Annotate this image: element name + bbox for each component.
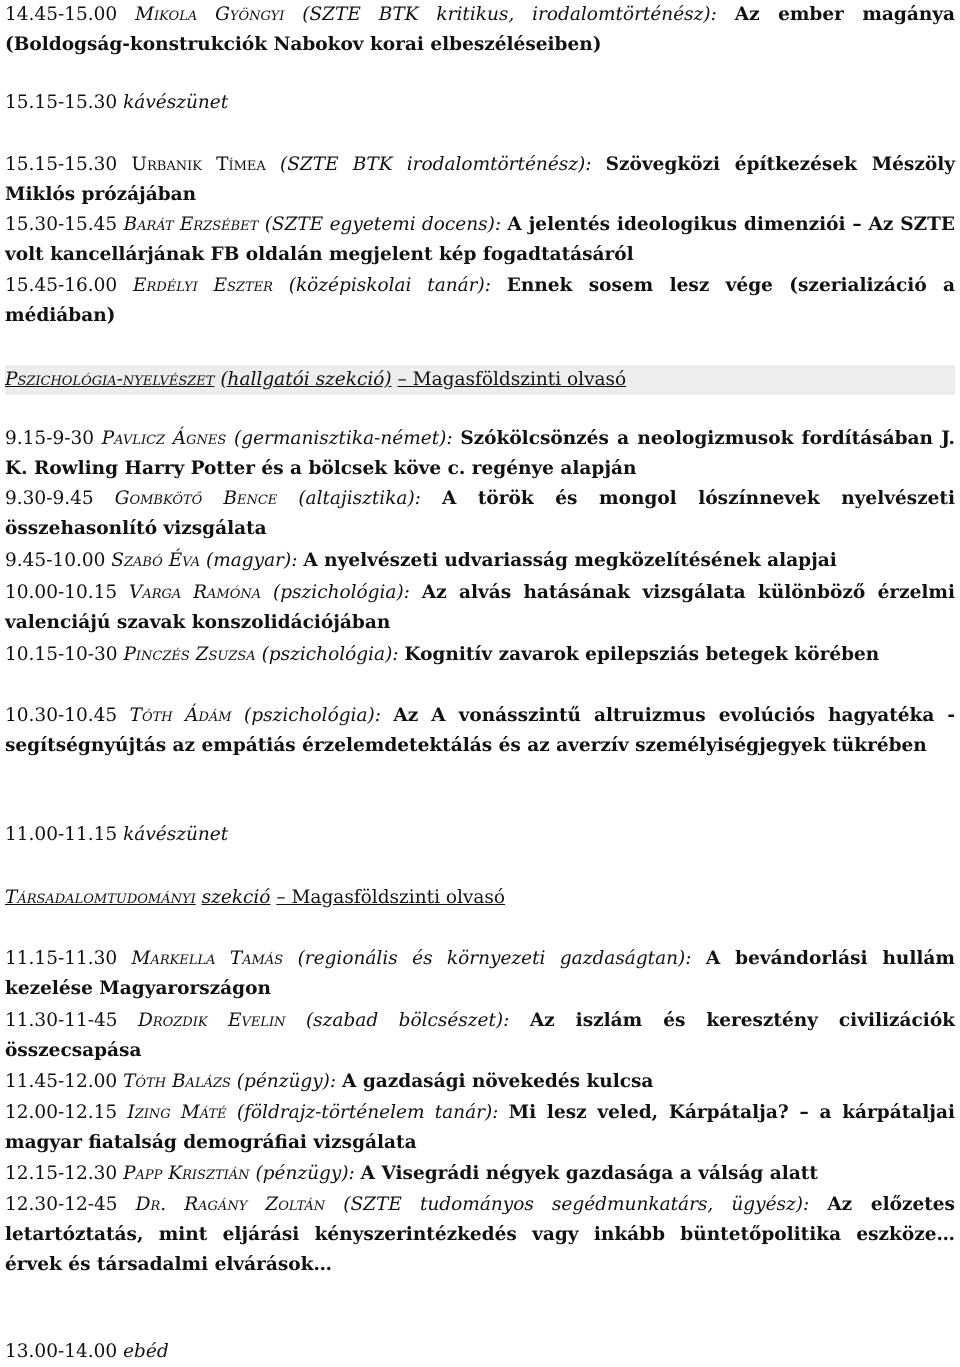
program-entry [5, 640, 955, 670]
program-entry [5, 271, 955, 331]
section-name: Pszichológia-nyelvészet [5, 369, 215, 390]
speaker-affiliation: (SZTE BTK irodalomtörténész): [280, 154, 592, 175]
talk-title: A nyelvészeti udvariasság megközelítésének alapjai [303, 550, 837, 571]
talk-title: Az ember magánya (Boldogság-konstrukciók Nabokov korai elbeszéléseiben) [5, 4, 956, 55]
speaker-name: Szabó Éva [111, 550, 201, 571]
program-entry [5, 1098, 955, 1158]
speaker-affiliation: (altajisztika): [298, 488, 421, 509]
talk-title: Kognitív zavarok epilepsziás betegek körében [404, 644, 880, 665]
speaker-name: Pavlicz Ágnes [101, 428, 227, 449]
section-room: – Magasföldszinti olvasó [397, 369, 627, 390]
entry-time: 12.15-12.30 [5, 1163, 118, 1184]
entry-time: 10.30-10.45 [5, 705, 118, 726]
program-entry [5, 150, 955, 210]
speaker-name: Drozdik Evelin [137, 1010, 286, 1031]
section-type: szekció [201, 887, 271, 908]
break-label: kávészünet [123, 92, 229, 113]
entry-time: 12.30-12-45 [5, 1194, 118, 1215]
entry-time: 15.30-15.45 [5, 214, 118, 235]
speaker-name: Papp Krisztián [123, 1163, 250, 1184]
entry-time: 11.00-11.15 [5, 824, 118, 845]
talk-title: Szövegközi építkezések Mészöly Miklós prózájában [5, 154, 955, 205]
section-heading-psychology-linguistics [5, 365, 955, 395]
speaker-name: Tóth Balázs [123, 1071, 231, 1092]
program-entry [5, 1067, 955, 1097]
program-entry [5, 484, 955, 544]
speaker-name: Erdélyi Eszter [133, 275, 273, 296]
section-type: (hallgatói szekció) [220, 369, 392, 390]
speaker-name: Pinczés Zsuzsa [123, 644, 256, 665]
entry-time: 9.45-10.00 [5, 550, 106, 571]
speaker-affiliation: (pszichológia): [261, 644, 399, 665]
entry-time: 15.15-15.30 [5, 154, 118, 175]
talk-title: A bevándorlási hullám kezelése Magyarországon [5, 948, 955, 999]
entry-time: 11.45-12.00 [5, 1071, 118, 1092]
speaker-name: Barát Erzsébet [123, 214, 259, 235]
speaker-affiliation: (SZTE tudományos segédmunkatárs, ügyész): [343, 1194, 810, 1215]
talk-title: A Visegrádi négyek gazdasága a válság alatt [360, 1163, 818, 1184]
speaker-name: Izing Máté [127, 1102, 227, 1123]
program-entry [5, 0, 955, 60]
speaker-affiliation: (pénzügy): [255, 1163, 355, 1184]
program-entry [5, 578, 955, 638]
speaker-affiliation: (SZTE BTK kritikus, irodalomtörténész): [302, 4, 717, 25]
program-entry [5, 944, 955, 1004]
program-entry [5, 1006, 955, 1066]
entry-time: 14.45-15.00 [5, 4, 118, 25]
entry-time: 9.30-9.45 [5, 488, 94, 509]
speaker-name: Gombkötő Bence [114, 488, 278, 509]
section-heading-social-sciences [5, 883, 955, 913]
entry-time: 11.30-11-45 [5, 1010, 118, 1031]
lunch-label: ebéd [123, 1341, 169, 1362]
talk-title: Az iszlám és keresztény civilizációk összecsapása [5, 1010, 955, 1061]
entry-time: 15.45-16.00 [5, 275, 118, 296]
program-entry [5, 1159, 955, 1189]
break-entry [5, 820, 955, 850]
entry-time: 11.15-11.30 [5, 948, 118, 969]
break-label: kávészünet [123, 824, 229, 845]
entry-time: 15.15-15.30 [5, 92, 118, 113]
speaker-affiliation: (magyar): [206, 550, 298, 571]
speaker-name: Mikola Gyöngyi [135, 4, 285, 25]
speaker-name: Tóth Ádám [129, 705, 232, 726]
entry-time: 10.15-10-30 [5, 644, 118, 665]
program-entry [5, 210, 955, 270]
program-entry [5, 701, 955, 761]
speaker-affiliation: (germanisztika-német): [234, 428, 453, 449]
speaker-affiliation: (pénzügy): [236, 1071, 337, 1092]
program-entry [5, 1190, 955, 1280]
talk-title: A török és mongol lószínnevek nyelvészeti összehasonlító vizsgálata [5, 488, 956, 539]
talk-title: Az A vonásszintű altruizmus evolúciós hagyatéka - segítségnyújtás az empátiás érzelemdetektálás és az averzív személyiségjegyek tükrében [5, 705, 956, 756]
section-room: – Magasföldszinti olvasó [276, 887, 506, 908]
entry-time: 10.00-10.15 [5, 582, 118, 603]
talk-title: Az előzetes letartóztatás, mint eljárási kényszerintézkedés vagy inkább büntetőpolitika eszköze… érvek és társadalmi elvárások… [5, 1194, 955, 1275]
talk-title: Szókölcsönzés a neologizmusok fordításában J. K. Rowling Harry Potter és a bölcsek köve c. regénye alapján [5, 428, 955, 479]
section-name: Társadalomtudományi [5, 887, 196, 908]
speaker-affiliation: (pszichológia): [244, 705, 381, 726]
talk-title: Ennek sosem lesz vége (szerializáció a médiában) [5, 275, 956, 326]
speaker-affiliation: (pszichológia): [272, 582, 410, 603]
program-entry [5, 546, 955, 576]
entry-time: 12.00-12.15 [5, 1102, 118, 1123]
talk-title: A jelentés ideologikus dimenziói – Az SZTE volt kancellárjának FB oldalán megjelent kép fogadtatásáról [5, 214, 955, 265]
speaker-name: Markella Tamás [131, 948, 284, 969]
program-entry [5, 424, 955, 484]
talk-title: Mi lesz veled, Kárpátalja? – a kárpátaljai magyar fiatalság demográfiai vizsgálata [5, 1102, 955, 1153]
speaker-affiliation: (földrajz-történelem tanár): [236, 1102, 499, 1123]
break-entry [5, 88, 955, 118]
speaker-name: Dr. Ragány Zoltán [135, 1194, 326, 1215]
speaker-affiliation: (szabad bölcsészet): [305, 1010, 510, 1031]
entry-time: 13.00-14.00 [5, 1341, 118, 1362]
speaker-affiliation: (regionális és környezeti gazdaságtan): [297, 948, 692, 969]
talk-title: Az alvás hatásának vizsgálata különböző érzelmi valenciájú szavak konszolidációjában [5, 582, 955, 633]
talk-title: A gazdasági növekedés kulcsa [342, 1071, 654, 1092]
speaker-affiliation: (középiskolai tanár): [288, 275, 491, 296]
speaker-name: Varga Ramóna [129, 582, 262, 603]
speaker-name: Urbanik Tímea [131, 154, 266, 175]
lunch-entry [5, 1337, 955, 1367]
entry-time: 9.15-9-30 [5, 428, 95, 449]
speaker-affiliation: (SZTE egyetemi docens): [264, 214, 502, 235]
